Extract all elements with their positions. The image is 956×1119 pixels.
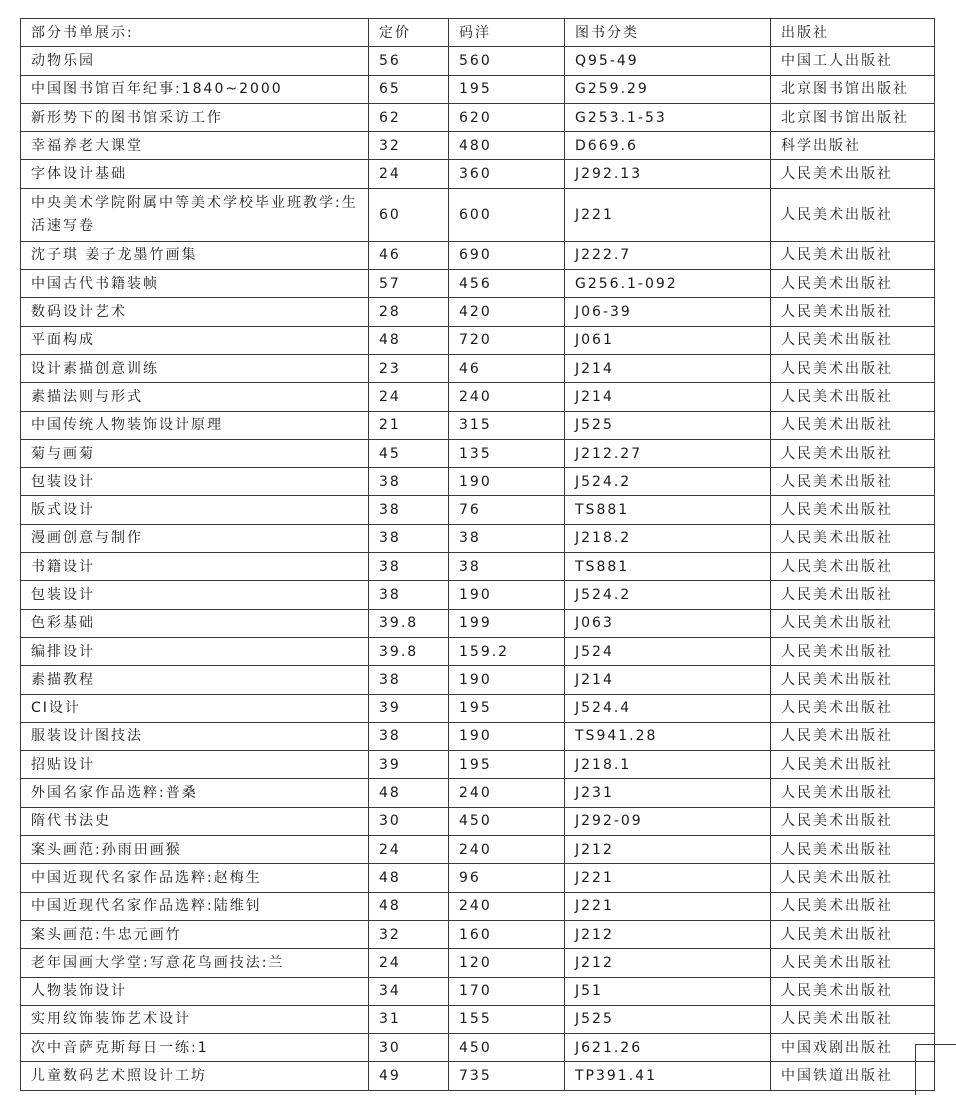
list-value-cell: 199: [449, 609, 565, 637]
publisher-cell: 中国工人出版社: [771, 47, 935, 75]
list-value-cell: 190: [449, 666, 565, 694]
publisher-cell: 人民美术出版社: [771, 411, 935, 439]
price-cell: 38: [369, 581, 449, 609]
price-cell: 24: [369, 160, 449, 188]
list-value-cell: 240: [449, 779, 565, 807]
list-value-cell: 600: [449, 188, 565, 241]
book-title-cell: 中国古代书籍装帧: [21, 270, 369, 298]
list-value-cell: 360: [449, 160, 565, 188]
book-title-cell: 招贴设计: [21, 751, 369, 779]
category-cell: G256.1-092: [565, 270, 771, 298]
price-cell: 38: [369, 666, 449, 694]
table-row: [21, 609, 935, 637]
category-cell: J292-09: [565, 807, 771, 835]
table-row: [21, 666, 935, 694]
price-cell: 28: [369, 298, 449, 326]
publisher-cell: 人民美术出版社: [771, 1005, 935, 1033]
publisher-cell: 人民美术出版社: [771, 496, 935, 524]
price-cell: 38: [369, 553, 449, 581]
book-title-cell: 老年国画大学堂:写意花鸟画技法:兰: [21, 949, 369, 977]
price-cell: 21: [369, 411, 449, 439]
table-row: [21, 439, 935, 467]
book-title-cell: 漫画创意与制作: [21, 524, 369, 552]
book-title-cell: 数码设计艺术: [21, 298, 369, 326]
category-cell: TS881: [565, 553, 771, 581]
category-cell: G259.29: [565, 75, 771, 103]
book-title-cell: 色彩基础: [21, 609, 369, 637]
list-value-cell: 160: [449, 920, 565, 948]
price-cell: 45: [369, 439, 449, 467]
price-cell: 49: [369, 1062, 449, 1090]
header-publisher: 出版社: [771, 19, 935, 47]
publisher-cell: 人民美术出版社: [771, 637, 935, 665]
table-row: [21, 524, 935, 552]
table-row: [21, 132, 935, 160]
book-title-cell: 平面构成: [21, 326, 369, 354]
publisher-cell: 北京图书馆出版社: [771, 75, 935, 103]
table-row: [21, 160, 935, 188]
category-cell: J212: [565, 836, 771, 864]
book-title-cell: 次中音萨克斯每日一练:1: [21, 1034, 369, 1062]
book-title-cell: 版式设计: [21, 496, 369, 524]
publisher-cell: 人民美术出版社: [771, 553, 935, 581]
list-value-cell: 76: [449, 496, 565, 524]
list-value-cell: 120: [449, 949, 565, 977]
category-cell: J218.1: [565, 751, 771, 779]
table-row: [21, 75, 935, 103]
price-cell: 39: [369, 694, 449, 722]
category-cell: Q95-49: [565, 47, 771, 75]
list-value-cell: 735: [449, 1062, 565, 1090]
category-cell: J524: [565, 637, 771, 665]
header-title: 部分书单展示:: [21, 19, 369, 47]
price-cell: 38: [369, 468, 449, 496]
category-cell: TS881: [565, 496, 771, 524]
publisher-cell: 人民美术出版社: [771, 807, 935, 835]
list-value-cell: 190: [449, 468, 565, 496]
book-title-cell: 实用纹饰装饰艺术设计: [21, 1005, 369, 1033]
price-cell: 56: [369, 47, 449, 75]
publisher-cell: 人民美术出版社: [771, 270, 935, 298]
category-cell: J214: [565, 383, 771, 411]
category-cell: J525: [565, 1005, 771, 1033]
price-cell: 62: [369, 103, 449, 131]
table-row: [21, 637, 935, 665]
table-body: [21, 47, 935, 1090]
book-title-cell: 儿童数码艺术照设计工坊: [21, 1062, 369, 1090]
table-row: [21, 892, 935, 920]
publisher-cell: 人民美术出版社: [771, 609, 935, 637]
table-row: [21, 188, 935, 241]
book-title-cell: 中国近现代名家作品选粹:陆维钊: [21, 892, 369, 920]
price-cell: 46: [369, 241, 449, 269]
list-value-cell: 195: [449, 694, 565, 722]
price-cell: 60: [369, 188, 449, 241]
publisher-cell: 中国戏剧出版社: [771, 1034, 935, 1062]
list-value-cell: 96: [449, 864, 565, 892]
book-title-cell: 中国图书馆百年纪事:1840~2000: [21, 75, 369, 103]
publisher-cell: 北京图书馆出版社: [771, 103, 935, 131]
category-cell: J524.2: [565, 468, 771, 496]
category-cell: J525: [565, 411, 771, 439]
publisher-cell: 人民美术出版社: [771, 160, 935, 188]
price-cell: 30: [369, 807, 449, 835]
publisher-cell: 人民美术出版社: [771, 751, 935, 779]
publisher-cell: 人民美术出版社: [771, 920, 935, 948]
publisher-cell: 人民美术出版社: [771, 977, 935, 1005]
category-cell: J212: [565, 920, 771, 948]
table-row: [21, 270, 935, 298]
category-cell: TS941.28: [565, 722, 771, 750]
book-title-cell: 包装设计: [21, 468, 369, 496]
header-list-value: 码洋: [449, 19, 565, 47]
category-cell: J221: [565, 892, 771, 920]
list-value-cell: 46: [449, 354, 565, 382]
corner-mark: [915, 1044, 956, 1095]
price-cell: 57: [369, 270, 449, 298]
book-title-cell: 设计素描创意训练: [21, 354, 369, 382]
table-row: [21, 103, 935, 131]
category-cell: J06-39: [565, 298, 771, 326]
list-value-cell: 190: [449, 722, 565, 750]
book-title-cell: 新形势下的图书馆采访工作: [21, 103, 369, 131]
table-row: [21, 354, 935, 382]
list-value-cell: 190: [449, 581, 565, 609]
price-cell: 32: [369, 920, 449, 948]
table-row: [21, 920, 935, 948]
price-cell: 48: [369, 864, 449, 892]
price-cell: 39.8: [369, 637, 449, 665]
book-title-cell: 案头画范:牛忠元画竹: [21, 920, 369, 948]
publisher-cell: 人民美术出版社: [771, 439, 935, 467]
list-value-cell: 240: [449, 892, 565, 920]
book-title-cell: 幸福养老大课堂: [21, 132, 369, 160]
category-cell: J524.2: [565, 581, 771, 609]
price-cell: 31: [369, 1005, 449, 1033]
book-list-table: [20, 18, 935, 1091]
table-row: [21, 298, 935, 326]
table-row: [21, 1062, 935, 1090]
table-row: [21, 1034, 935, 1062]
table-row: [21, 779, 935, 807]
category-cell: J221: [565, 864, 771, 892]
table-row: [21, 1005, 935, 1033]
table-row: [21, 411, 935, 439]
book-title-cell: 中国传统人物装饰设计原理: [21, 411, 369, 439]
publisher-cell: 人民美术出版社: [771, 298, 935, 326]
list-value-cell: 170: [449, 977, 565, 1005]
list-value-cell: 38: [449, 553, 565, 581]
book-title-cell: 编排设计: [21, 637, 369, 665]
book-title-cell: 中央美术学院附属中等美术学校毕业班教学:生活速写卷: [21, 188, 369, 241]
book-title-cell: 隋代书法史: [21, 807, 369, 835]
list-value-cell: 480: [449, 132, 565, 160]
category-cell: J51: [565, 977, 771, 1005]
price-cell: 34: [369, 977, 449, 1005]
publisher-cell: 人民美术出版社: [771, 694, 935, 722]
book-title-cell: 包装设计: [21, 581, 369, 609]
category-cell: J221: [565, 188, 771, 241]
price-cell: 39: [369, 751, 449, 779]
book-title-cell: 菊与画菊: [21, 439, 369, 467]
list-value-cell: 450: [449, 1034, 565, 1062]
book-title-cell: 素描法则与形式: [21, 383, 369, 411]
publisher-cell: 人民美术出版社: [771, 666, 935, 694]
category-cell: J214: [565, 666, 771, 694]
price-cell: 48: [369, 779, 449, 807]
price-cell: 38: [369, 722, 449, 750]
category-cell: J231: [565, 779, 771, 807]
publisher-cell: 科学出版社: [771, 132, 935, 160]
category-cell: J222.7: [565, 241, 771, 269]
list-value-cell: 38: [449, 524, 565, 552]
publisher-cell: 人民美术出版社: [771, 779, 935, 807]
table-row: [21, 864, 935, 892]
header-category: 图书分类: [565, 19, 771, 47]
table-row: [21, 468, 935, 496]
table-row: [21, 722, 935, 750]
table-row: [21, 581, 935, 609]
price-cell: 24: [369, 836, 449, 864]
price-cell: 30: [369, 1034, 449, 1062]
table-row: [21, 496, 935, 524]
book-title-cell: 动物乐园: [21, 47, 369, 75]
header-price: 定价: [369, 19, 449, 47]
table-row: [21, 694, 935, 722]
price-cell: 38: [369, 496, 449, 524]
table-row: [21, 836, 935, 864]
list-value-cell: 560: [449, 47, 565, 75]
table-row: [21, 553, 935, 581]
publisher-cell: 人民美术出版社: [771, 326, 935, 354]
table-row: [21, 977, 935, 1005]
publisher-cell: 人民美术出版社: [771, 524, 935, 552]
list-value-cell: 159.2: [449, 637, 565, 665]
list-value-cell: 240: [449, 836, 565, 864]
book-title-cell: CI设计: [21, 694, 369, 722]
publisher-cell: 人民美术出版社: [771, 892, 935, 920]
list-value-cell: 315: [449, 411, 565, 439]
list-value-cell: 720: [449, 326, 565, 354]
publisher-cell: 人民美术出版社: [771, 864, 935, 892]
category-cell: J063: [565, 609, 771, 637]
price-cell: 24: [369, 949, 449, 977]
publisher-cell: 人民美术出版社: [771, 581, 935, 609]
category-cell: D669.6: [565, 132, 771, 160]
category-cell: J212.27: [565, 439, 771, 467]
category-cell: J524.4: [565, 694, 771, 722]
list-value-cell: 456: [449, 270, 565, 298]
price-cell: 48: [369, 892, 449, 920]
list-value-cell: 155: [449, 1005, 565, 1033]
price-cell: 65: [369, 75, 449, 103]
book-title-cell: 书籍设计: [21, 553, 369, 581]
table-header-row: [21, 19, 935, 47]
price-cell: 24: [369, 383, 449, 411]
table-row: [21, 949, 935, 977]
publisher-cell: 人民美术出版社: [771, 722, 935, 750]
category-cell: J621.26: [565, 1034, 771, 1062]
table-row: [21, 47, 935, 75]
price-cell: 23: [369, 354, 449, 382]
publisher-cell: 人民美术出版社: [771, 836, 935, 864]
list-value-cell: 690: [449, 241, 565, 269]
list-value-cell: 450: [449, 807, 565, 835]
table-row: [21, 383, 935, 411]
book-title-cell: 沈子琪 姜子龙墨竹画集: [21, 241, 369, 269]
table-row: [21, 807, 935, 835]
book-title-cell: 案头画范:孙雨田画猴: [21, 836, 369, 864]
price-cell: 48: [369, 326, 449, 354]
category-cell: J292.13: [565, 160, 771, 188]
list-value-cell: 420: [449, 298, 565, 326]
list-value-cell: 240: [449, 383, 565, 411]
list-value-cell: 195: [449, 75, 565, 103]
publisher-cell: 人民美术出版社: [771, 354, 935, 382]
publisher-cell: 人民美术出版社: [771, 241, 935, 269]
publisher-cell: 人民美术出版社: [771, 188, 935, 241]
category-cell: J061: [565, 326, 771, 354]
table-row: [21, 326, 935, 354]
list-value-cell: 135: [449, 439, 565, 467]
price-cell: 39.8: [369, 609, 449, 637]
category-cell: J212: [565, 949, 771, 977]
book-title-cell: 素描教程: [21, 666, 369, 694]
book-title-cell: 人物装饰设计: [21, 977, 369, 1005]
book-title-cell: 外国名家作品选粹:普桑: [21, 779, 369, 807]
price-cell: 32: [369, 132, 449, 160]
list-value-cell: 620: [449, 103, 565, 131]
list-value-cell: 195: [449, 751, 565, 779]
book-title-cell: 中国近现代名家作品选粹:赵梅生: [21, 864, 369, 892]
publisher-cell: 人民美术出版社: [771, 468, 935, 496]
book-title-cell: 服装设计图技法: [21, 722, 369, 750]
table-row: [21, 751, 935, 779]
price-cell: 38: [369, 524, 449, 552]
book-title-cell: 字体设计基础: [21, 160, 369, 188]
category-cell: J214: [565, 354, 771, 382]
category-cell: J218.2: [565, 524, 771, 552]
category-cell: TP391.41: [565, 1062, 771, 1090]
publisher-cell: 人民美术出版社: [771, 383, 935, 411]
table-row: [21, 241, 935, 269]
category-cell: G253.1-53: [565, 103, 771, 131]
publisher-cell: 人民美术出版社: [771, 949, 935, 977]
publisher-cell: 中国铁道出版社: [771, 1062, 935, 1090]
